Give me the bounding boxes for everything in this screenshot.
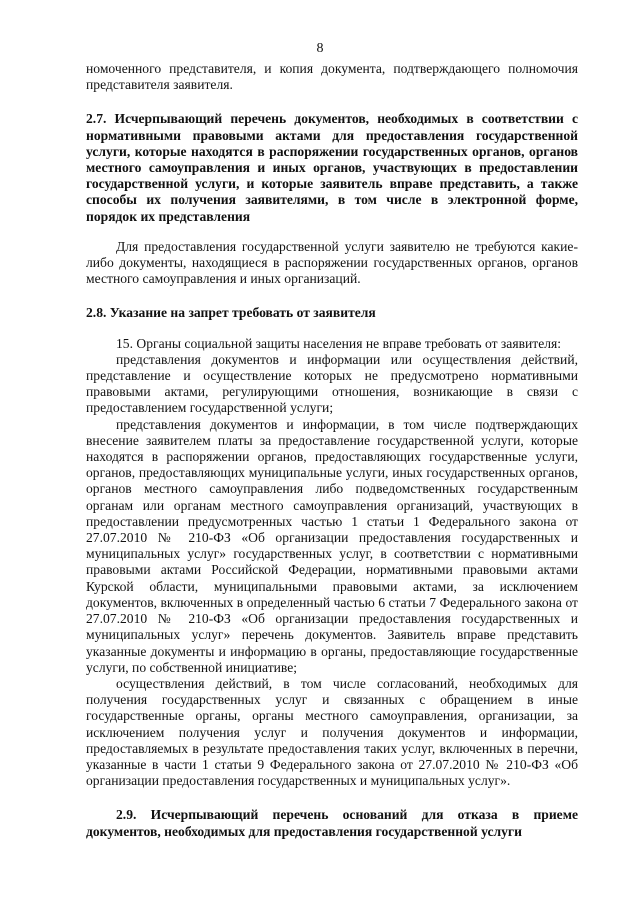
page-number: 8 (316, 41, 324, 56)
document-body (86, 61, 578, 840)
section-2-8-heading: 2.8. Указание на запрет требовать от заявителя (86, 305, 376, 321)
section-2-8-paragraph: представления документов и информации, в том числе подтверждающих внесение заявителем платы за предоставление государственной услуги, которые находятся в распоряжении органов, предоставляющих государственные услуги, органов, предоставляющих муниципальные услуги, иных государственных органов, органов местного самоуправления либо подведомственных государственным органам или органам местного самоуправления организаций, участвующих в предоставлении предусмотренных частью 1 статьи 1 Федерального закона от 27.07.2010 № 210-ФЗ «Об организации предоставления государственных и муниципальных услуг» государственных услуг, в соответствии с нормативными правовыми актами Российской Федерации, нормативными правовыми актами Курской области, муниципальными правовыми актами, за исключением документов, включенных в определенный частью 6 статьи 7 Федерального закона от 27.07.2010 № 210-ФЗ «Об организации предоставления государственных и муниципальных услуг» перечень документов. Заявитель вправе представить указанные документы и информацию в органы, предоставляющие государственные услуги, по собственной инициативе; (86, 416, 578, 675)
section-2-7-body: Для предоставления государственной услуги заявителю не требуются какие-либо документы, находящиеся в распоряжении государственных органов, органов местного самоуправления и иных организаций. (86, 238, 578, 287)
section-2-7-heading: 2.7. Исчерпывающий перечень документов, необходимых в соответствии с нормативными правовыми актами для предоставления государственной услуги, которые находятся в распоряжении государственных органов, органов местного самоуправления и иных органов, участвующих в предоставлении государственной услуги, и которые заявитель вправе представить, а также способы их получения заявителями, в том числе в электронной форме, порядок их представления (86, 111, 578, 224)
section-2-8-paragraph: представления документов и информации или осуществления действий, представление и осуществление которых не предусмотрено нормативными правовыми актами, регулирующими отношения, возникающие в связи с предоставлением государственной услуги; (86, 351, 578, 416)
section-2-9-heading: 2.9. Исчерпывающий перечень оснований для отказа в приеме документов, необходимых для предоставления государственной услуги (86, 807, 578, 839)
section-2-8-paragraph: осуществления действий, в том числе согласований, необходимых для получения государственных услуг и связанных с обращением в иные государственные органы, органы местного самоуправления, организации, за исключением получения услуг и получения документов и информации, предоставляемых в результате предоставления таких услуг, включенных в перечни, указанные в части 1 статьи 9 Федерального закона от 27.07.2010 № 210-ФЗ «Об организации предоставления государственных и муниципальных услуг». (86, 675, 578, 789)
section-2-8-paragraph: 15. Органы социальной защиты населения не вправе требовать от заявителя: (116, 335, 562, 351)
intro-paragraph: номоченного представителя, и копия документа, подтверждающего полномочия представителя заявителя. (86, 61, 578, 93)
